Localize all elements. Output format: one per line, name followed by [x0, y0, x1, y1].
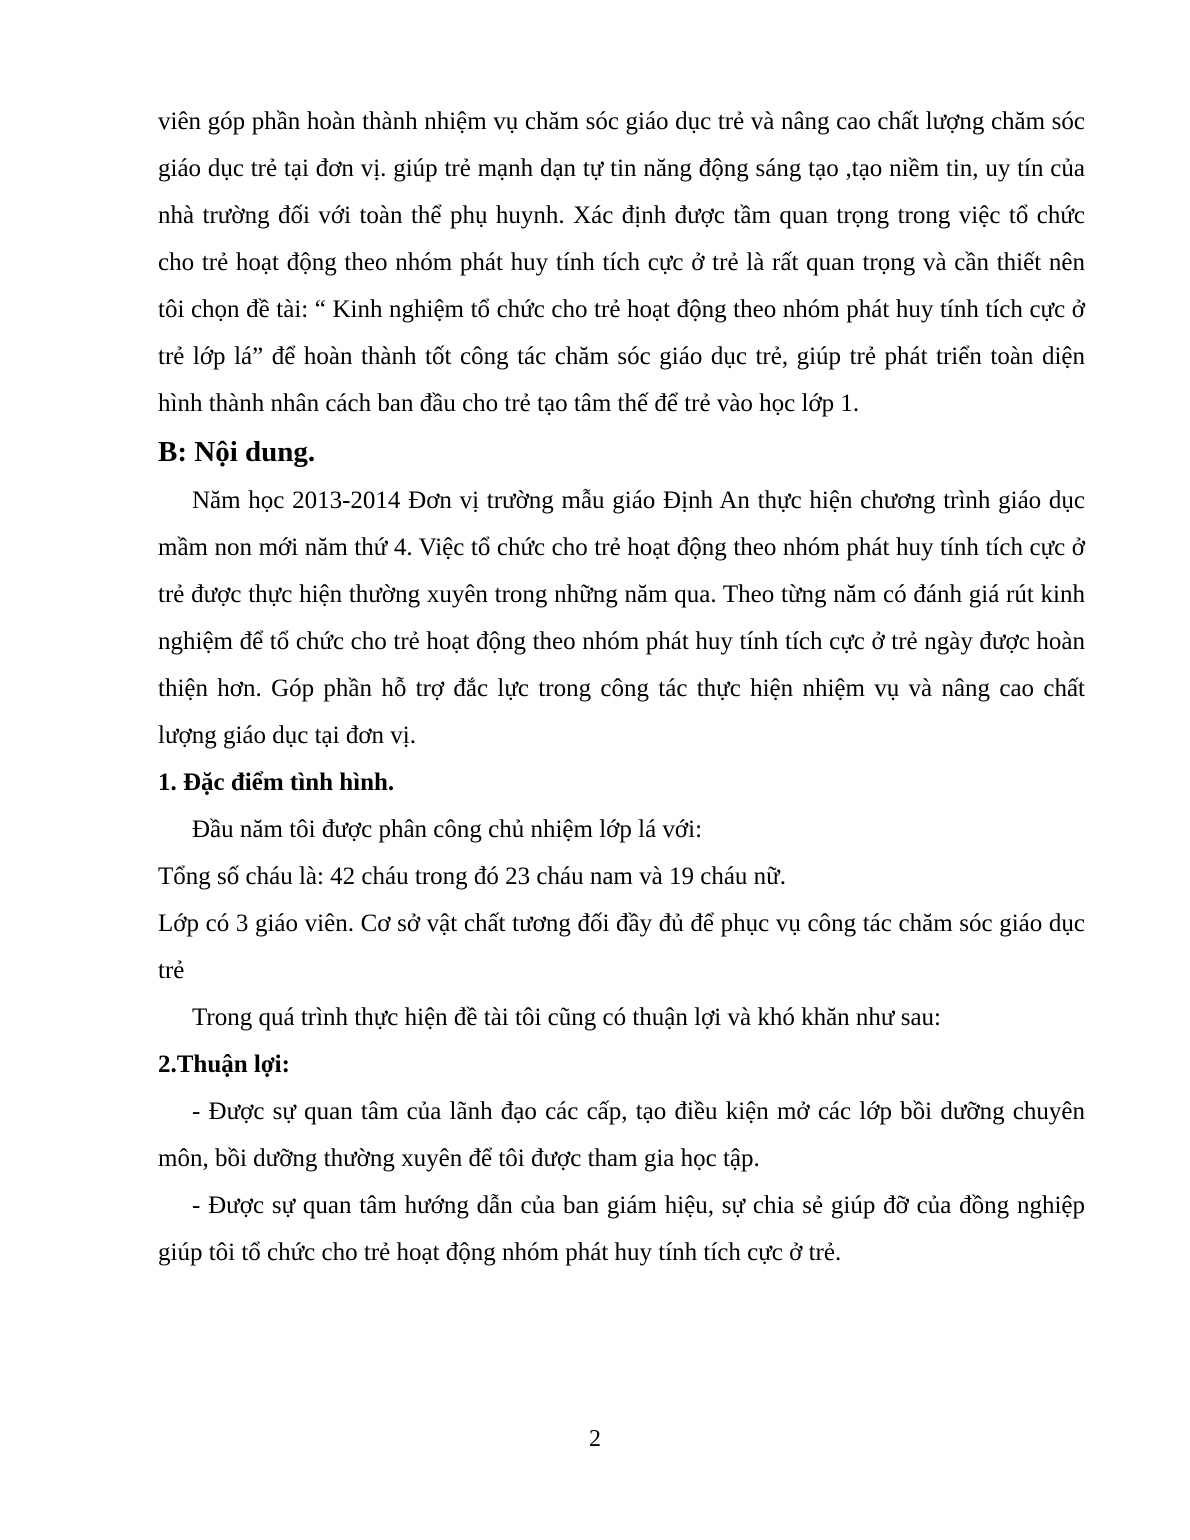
section-b-heading: B: Nội dung. [158, 436, 316, 468]
advantage-item: - Được sự quan tâm hướng dẫn của ban giám hiệu, sự chia sẻ giúp đỡ của đồng nghiệp giúp tôi tổ chức cho trẻ hoạt động nhóm phát huy tính tích cực ở trẻ. [158, 1192, 1085, 1266]
process-line: Trong quá trình thực hiện đề tài tôi cũng có thuận lợi và khó khăn như sau: [192, 1004, 941, 1031]
intro-paragraph: viên góp phần hoàn thành nhiệm vụ chăm sóc giáo dục trẻ và nâng cao chất lượng chăm sóc giáo dục trẻ tại đơn vị. giúp trẻ mạnh dạn tự tin năng động sáng tạo ,tạo niềm tin, uy tín của nhà trường đối với toàn thể phụ huynh. Xác định được tầm quan trọng trong việc tổ chức cho trẻ hoạt động theo nhóm phát huy tính tích cực ở trẻ là rất quan trọng và cần thiết nên tôi chọn đề tài: “ Kinh nghiệm tổ chức cho trẻ hoạt động theo nhóm phát huy tính tích cực ở trẻ lớp lá” để hoàn thành tốt công tác chăm sóc giáo dục trẻ, giúp trẻ phát triển toàn diện hình thành nhân cách ban đầu cho trẻ tạo tâm thế để trẻ vào học lớp 1. [158, 108, 1085, 417]
teachers-line: Lớp có 3 giáo viên. Cơ sở vật chất tương đối đầy đủ để phục vụ công tác chăm sóc giáo dục trẻ [158, 910, 1085, 984]
heading-advantages: 2.Thuận lợi: [158, 1051, 290, 1078]
advantage-item: - Được sự quan tâm của lãnh đạo các cấp, tạo điều kiện mở các lớp bồi dưỡng chuyên môn, bồi dưỡng thường xuyên để tôi được tham gia học tập. [158, 1098, 1085, 1172]
assignment-line: Đầu năm tôi được phân công chủ nhiệm lớp lá với: [192, 816, 703, 843]
page-number: 2 [589, 1426, 601, 1452]
document-page [158, 98, 1085, 1276]
total-children-line: Tổng số cháu là: 42 cháu trong đó 23 cháu nam và 19 cháu nữ. [158, 863, 786, 890]
heading-situation: 1. Đặc điểm tình hình. [158, 769, 395, 796]
section-b-paragraph: Năm học 2013-2014 Đơn vị trường mẫu giáo Định An thực hiện chương trình giáo dục mầm non mới năm thứ 4. Việc tổ chức cho trẻ hoạt động theo nhóm phát huy tính tích cực ở trẻ được thực hiện thường xuyên trong những năm qua. Theo từng năm có đánh giá rút kinh nghiệm để tổ chức cho trẻ hoạt động theo nhóm phát huy tính tích cực ở trẻ ngày được hoàn thiện hơn. Góp phần hỗ trợ đắc lực trong công tác thực hiện nhiệm vụ và nâng cao chất lượng giáo dục tại đơn vị. [158, 487, 1085, 749]
